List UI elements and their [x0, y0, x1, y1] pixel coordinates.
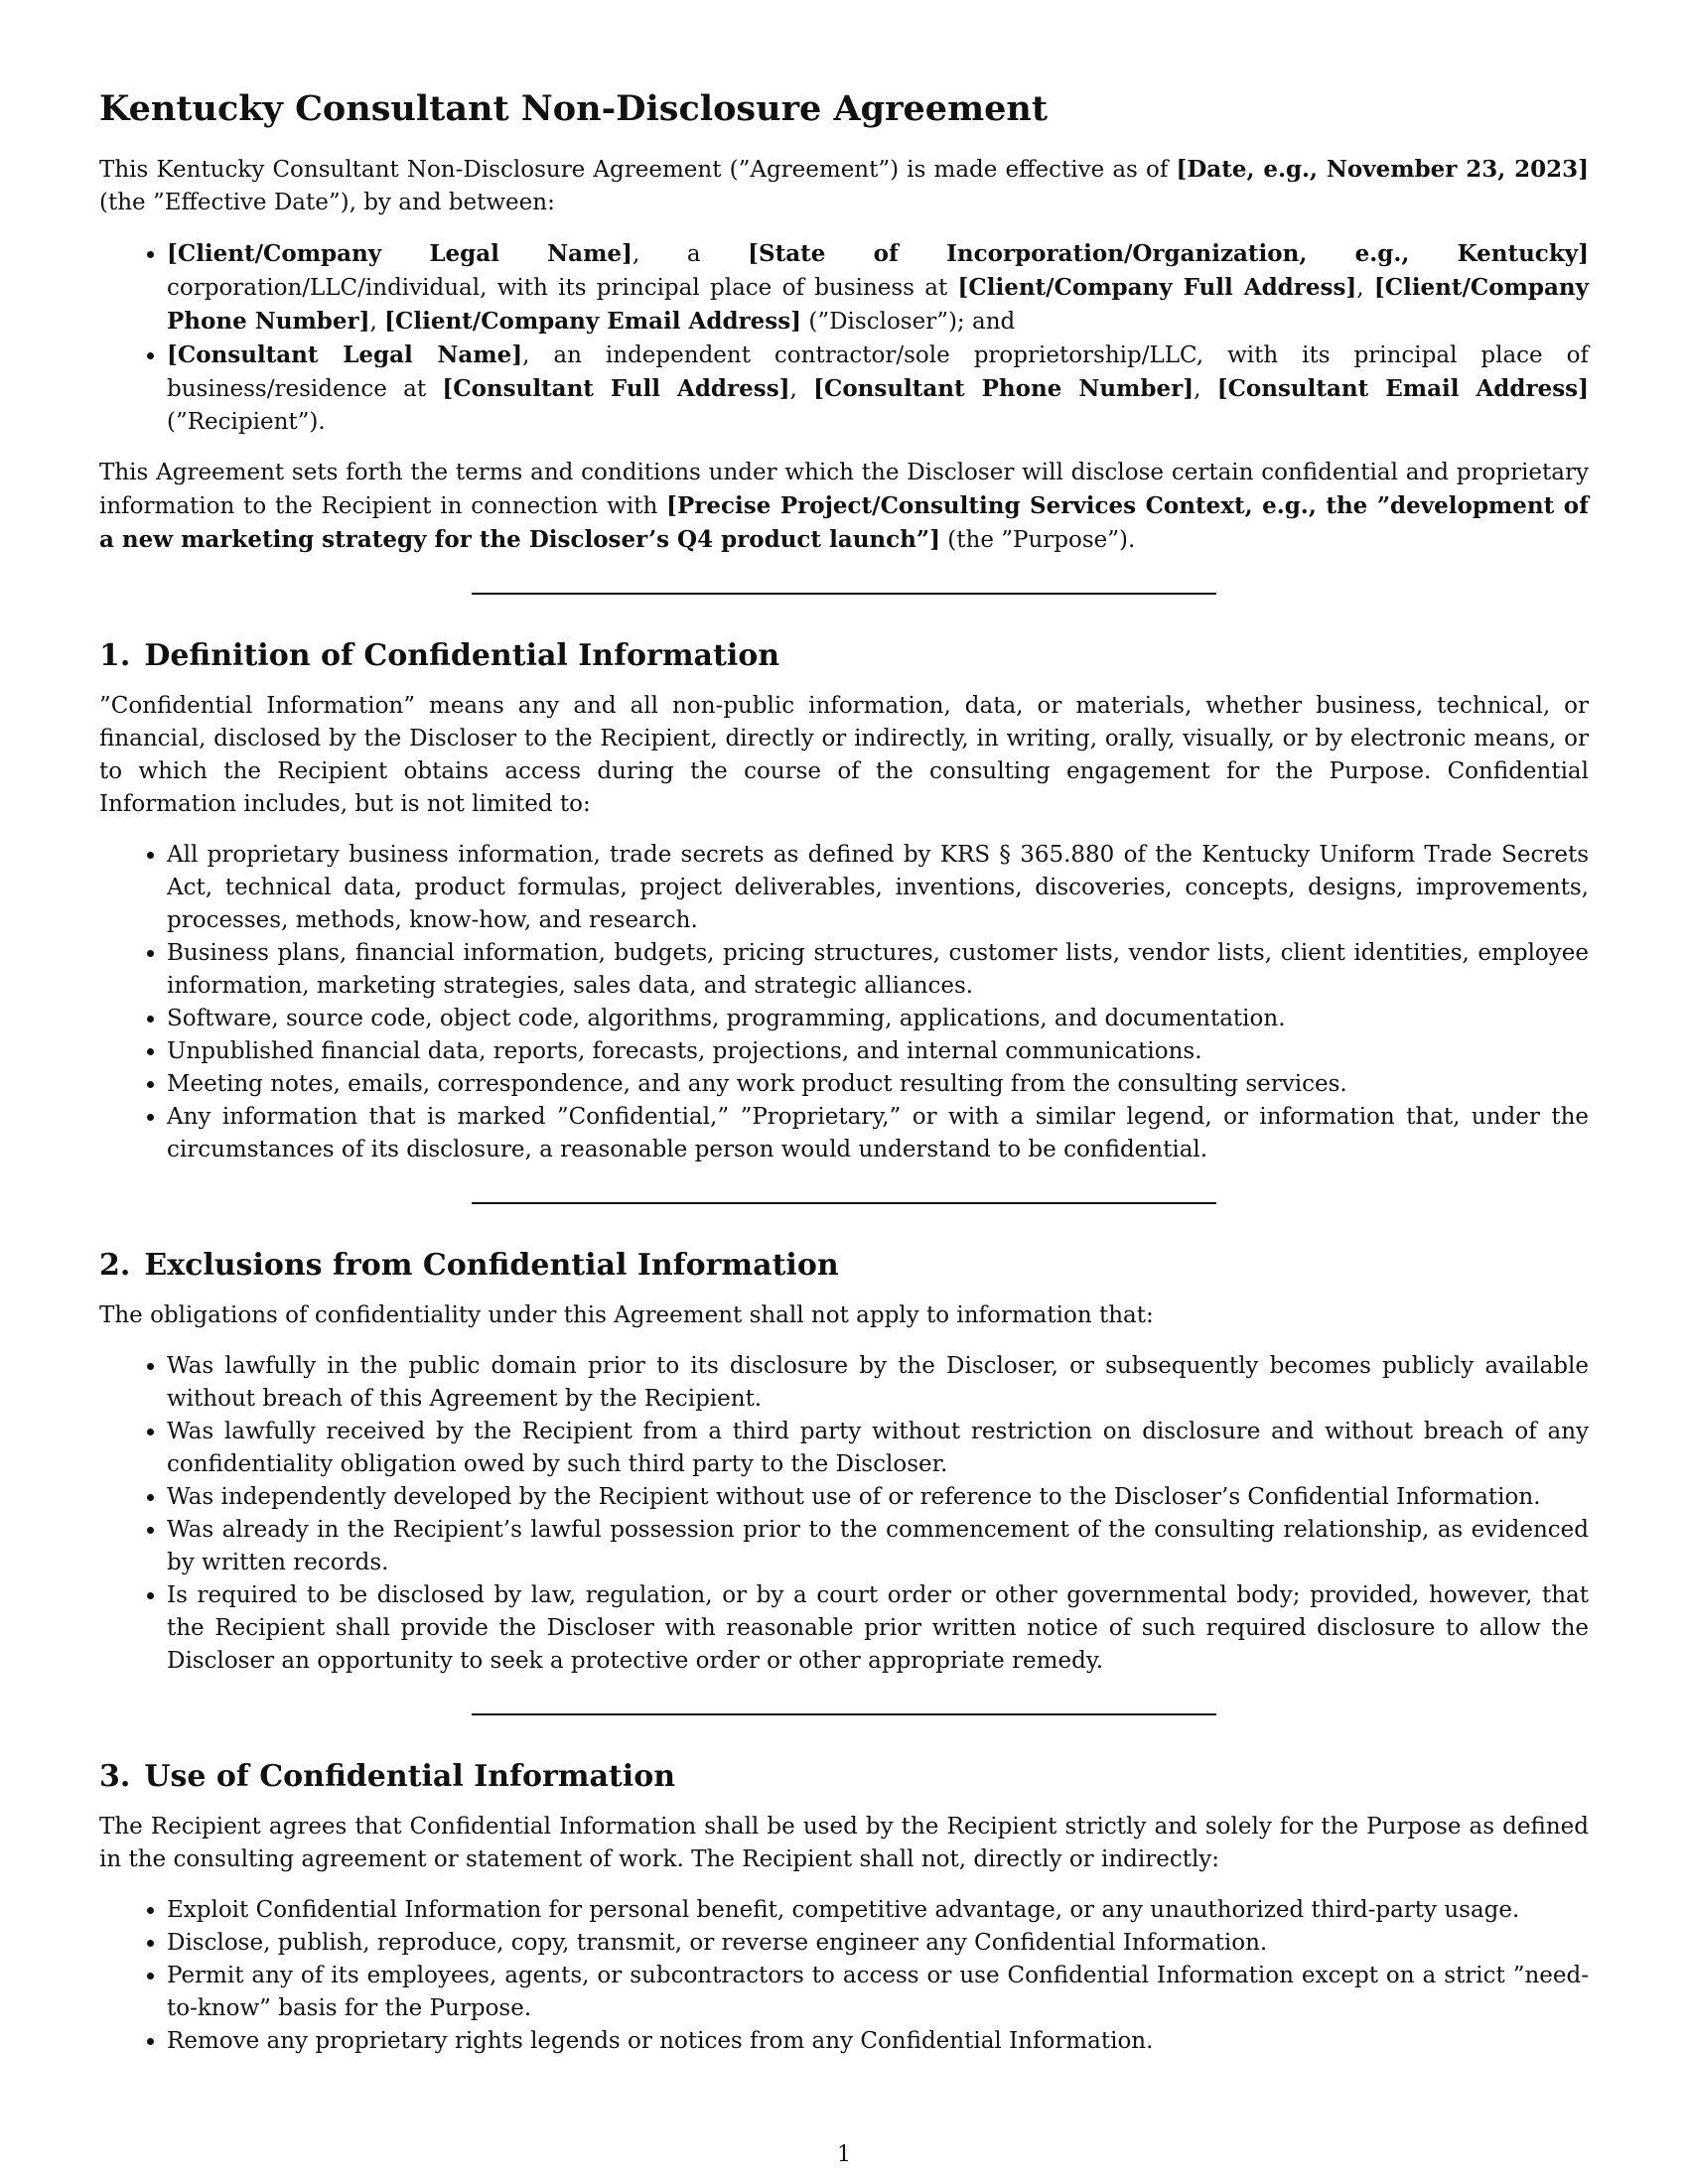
- consultant-phone-placeholder: [Consultant Phone Number]: [813, 375, 1195, 402]
- list-item: • Was already in the Recipient’s lawful possession prior to the commencement of the consulting relationship, as evidenced by written records.: [167, 1514, 1589, 1579]
- purpose-text: This Agreement sets forth the terms and conditions under which the Discloser will disclose certain confidential and proprietary information to the Recipient in connection with: [99, 460, 1589, 519]
- list-item: • Is required to be disclosed by law, regulation, or by a court order or other governmental body; provided, however, that the Recipient shall provide the Discloser with reasonable prior written notice of such required disclosure to allow the Discloser an opportunity to seek a protective order or other appropriate remedy.: [167, 1579, 1589, 1678]
- consultant-name-placeholder: [Consultant Legal Name]: [167, 341, 523, 368]
- list-item: • All proprietary business information, trade secrets as defined by KRS § 365.880 of the Kentucky Uniform Trade Secrets Act, technical data, product formulas, project deliverables, inventions, discoveries, concepts, designs, improvements, processes, methods, know-how, and research.: [167, 839, 1589, 937]
- purpose-context-placeholder: [Precise Project/Consulting Services Context, e.g., the ”development of a new marketing strategy for the Discloser’s Q4 product launch”]: [99, 492, 1589, 553]
- party-text: (”Recipient”).: [167, 409, 326, 435]
- section-title: Definition of Confidential Information: [144, 638, 780, 673]
- party-text: ,: [1194, 376, 1217, 402]
- party-text: , an independent contractor/sole proprietorship/LLC, with its principal place of business/residence at: [167, 342, 1589, 402]
- party-text: ,: [789, 376, 814, 402]
- intro-text-end: (the ”Effective Date”), by and between:: [99, 190, 555, 215]
- list-item: • Software, source code, object code, algorithms, programming, applications, and documentation.: [167, 1003, 1589, 1035]
- client-email-placeholder: [Client/Company Email Address]: [384, 308, 802, 335]
- section-divider: [472, 593, 1216, 595]
- document-title: Kentucky Consultant Non-Disclosure Agreement: [99, 88, 1048, 129]
- client-phone-placeholder: [Client/Company Phone Number]: [167, 274, 1589, 335]
- list-item: • Was lawfully received by the Recipient from a third party without restriction on disclosure and without breach of any confidentiality obligation owed by such third party to the Discloser.: [167, 1416, 1589, 1481]
- party-text: ,: [1356, 275, 1374, 301]
- party-discloser: [167, 237, 1589, 339]
- section-divider: [472, 1713, 1216, 1715]
- page-number: 1: [837, 2142, 851, 2167]
- client-address-placeholder: [Client/Company Full Address]: [957, 274, 1357, 301]
- consultant-email-placeholder: [Consultant Email Address]: [1216, 375, 1589, 402]
- effective-date-placeholder: [Date, e.g., November 23, 2023]: [1176, 156, 1590, 183]
- client-state-placeholder: [State of Incorporation/Organization, e.g., Kentucky]: [748, 240, 1589, 267]
- client-name-placeholder: [Client/Company Legal Name]: [167, 240, 633, 267]
- list-item: • Was independently developed by the Recipient without use of or reference to the Discloser’s Confidential Information.: [167, 1481, 1589, 1514]
- list-item: • Remove any proprietary rights legends or notices from any Confidential Information.: [167, 2025, 1589, 2058]
- section-heading-2: [99, 1246, 1589, 1286]
- list-item: • Business plans, financial information, budgets, pricing structures, customer lists, vendor lists, client identities, employee information, marketing strategies, sales data, and strategic alliances.: [167, 937, 1589, 1003]
- section-heading-3: [99, 1757, 1589, 1797]
- section-number: 1.: [99, 638, 131, 673]
- intro-text: This Kentucky Consultant Non-Disclosure Agreement (”Agreement”) is made effective as of: [99, 157, 1177, 183]
- section-1-intro: ”Confidential Information” means any and all non-public information, data, or materials, whether business, technical, or financial, disclosed by the Discloser to the Recipient, directly or indirectly, in writing, orally, visually, or by electronic means, or to which the Recipient obtains access during the course of the consulting engagement for the Purpose. Confidential Information includes, but is not limited to:: [99, 693, 1589, 817]
- party-text: , a: [632, 241, 749, 267]
- list-item: • Meeting notes, emails, correspondence, and any work product resulting from the consulting services.: [167, 1068, 1589, 1101]
- section-title: Use of Confidential Information: [144, 1759, 676, 1794]
- party-text: (”Discloser”); and: [801, 309, 1016, 335]
- section-number: 3.: [99, 1759, 131, 1794]
- party-text: corporation/LLC/individual, with its principal place of business at: [167, 275, 958, 301]
- list-item: • Exploit Confidential Information for personal benefit, competitive advantage, or any unauthorized third-party usage.: [167, 1894, 1589, 1927]
- section-3-intro: The Recipient agrees that Confidential Information shall be used by the Recipient strictly and solely for the Purpose as defined in the consulting agreement or statement of work. The Recipient shall not, directly or indirectly:: [99, 1814, 1589, 1872]
- section-heading-1: [99, 636, 1589, 676]
- list-item: • Was lawfully in the public domain prior to its disclosure by the Discloser, or subsequently becomes publicly available without breach of this Agreement by the Recipient.: [167, 1350, 1589, 1416]
- section-2-list: [99, 1350, 1589, 1678]
- section-3-list: [99, 1894, 1589, 2058]
- list-item: • Unpublished financial data, reports, forecasts, projections, and internal communications.: [167, 1035, 1589, 1068]
- list-item: • Permit any of its employees, agents, or subcontractors to access or use Confidential Information except on a strict ”need-to-know” basis for the Purpose.: [167, 1960, 1589, 2025]
- purpose-paragraph: [99, 457, 1589, 557]
- section-divider: [472, 1202, 1216, 1204]
- intro-paragraph: [99, 153, 1589, 219]
- party-text: ,: [369, 309, 385, 335]
- section-2-intro: The obligations of confidentiality under this Agreement shall not apply to information that:: [99, 1302, 1154, 1328]
- party-recipient: [167, 339, 1589, 439]
- list-item: • Disclose, publish, reproduce, copy, transmit, or reverse engineer any Confidential Information.: [167, 1927, 1589, 1960]
- purpose-text-end: (the ”Purpose”).: [940, 527, 1136, 553]
- section-title: Exclusions from Confidential Information: [144, 1248, 839, 1283]
- consultant-address-placeholder: [Consultant Full Address]: [442, 375, 790, 402]
- section-number: 2.: [99, 1248, 131, 1283]
- parties-list: [99, 237, 1589, 439]
- list-item: • Any information that is marked ”Confidential,” ”Proprietary,” or with a similar legend, or information that, under the circumstances of its disclosure, a reasonable person would understand to be confidential.: [167, 1101, 1589, 1166]
- section-1-list: [99, 839, 1589, 1166]
